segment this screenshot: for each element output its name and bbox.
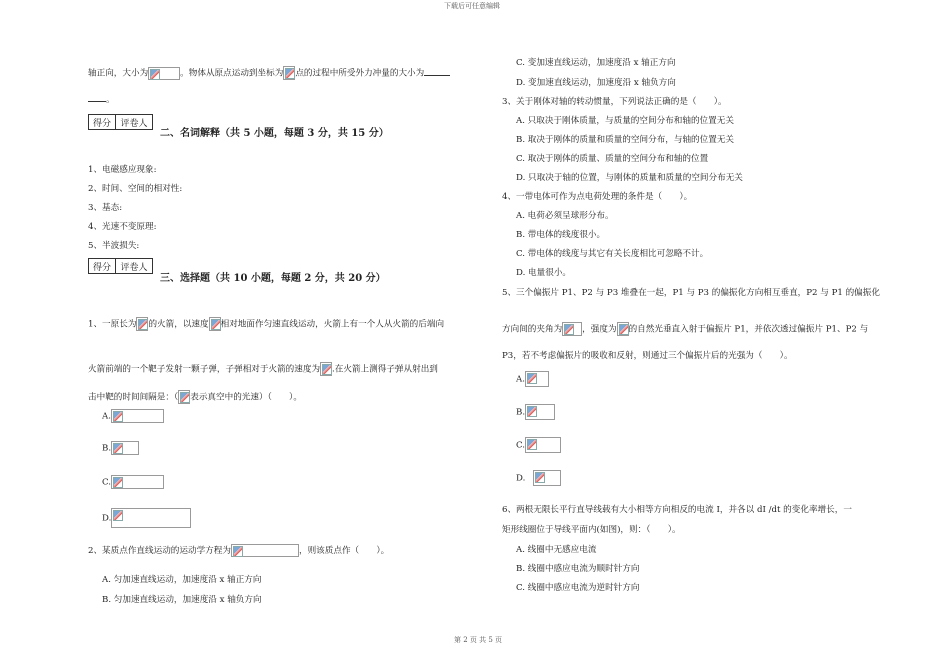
formula-image [562, 322, 582, 336]
term-item: 4、光速不变原理: [88, 222, 157, 232]
answer-blank [88, 101, 106, 102]
formula-image [136, 317, 148, 331]
section-3-title: 三、选择题（共 10 小题，每题 2 分，共 20 分） [160, 273, 386, 284]
q5-line-1: 5、三个偏振片 P1、P2 与 P3 堆叠在一起，P1 与 P3 的偏振化方向相互垂直，P2 与 P1 的偏振化 [502, 288, 880, 298]
q2-option-d: D. 变加速直线运动，加速度沿 x 轴负方向 [516, 78, 676, 88]
q2-stem: 2、某质点作直线运动的运动学方程为 ，则该质点作（ ）。 [88, 546, 390, 556]
q1-option-a: A. [102, 409, 164, 423]
reviewer-label: 评卷人 [120, 118, 148, 129]
option-image [111, 441, 139, 455]
score-label: 得分 [92, 118, 111, 129]
q1-line-3: 击中靶的时间间隔是：（ 表示真空中的光速）（ ）。 [88, 390, 302, 404]
formula-image [283, 66, 295, 80]
q5-line-3: P3，若不考虑偏振片的吸收和反射，则通过三个偏振片后的光强为（ ）。 [502, 351, 793, 361]
q3-option-c: C. 取决于刚体的质量、质量的空间分布和轴的位置 [516, 154, 709, 164]
q6-option-a: A. 线圈中无感应电流 [516, 545, 597, 555]
q6-option-b: B. 线圈中感应电流为顺时针方向 [516, 564, 640, 574]
term-item: 3、基态: [88, 203, 123, 213]
term-item: 2、时间、空间的相对性: [88, 184, 183, 194]
section-2-title: 二、名词解释（共 5 小题，每题 3 分，共 15 分） [160, 128, 389, 139]
q3-option-d: D. 只取决于轴的位置，与刚体的质量和质量的空间分布无关 [516, 173, 743, 183]
option-image [533, 470, 561, 486]
formula-image [617, 322, 629, 336]
q4-option-a: A. 电荷必须呈球形分布。 [516, 211, 614, 221]
q6-option-c: C. 线圈中感应电流为逆时针方向 [516, 583, 640, 593]
header-note: 下载后可任意编辑 [444, 2, 500, 10]
formula-image [209, 317, 221, 331]
q5-option-b: B. [516, 404, 555, 420]
intro-line-1: 轴正向，大小为 。物体从原点运动到坐标为 点的过程中所受外力冲量的大小为 [88, 66, 450, 80]
q5-option-a: A. [516, 371, 549, 387]
page-number: 第 2 页 共 5 页 [454, 636, 503, 644]
q3-stem: 3、关于刚体对轴的转动惯量，下列说法正确的是（ ）。 [502, 97, 727, 107]
intro-line-2: 。 [88, 96, 115, 105]
q2-option-c: C. 变加速直线运动，加速度沿 x 轴正方向 [516, 58, 676, 68]
q4-option-d: D. 电量很小。 [516, 268, 572, 278]
formula-image [178, 390, 190, 404]
q1-option-b: B. [102, 441, 139, 455]
q1-option-c: C. [102, 475, 164, 489]
q1-line-1: 1、一原长为 的火箭，以速度 相对地面作匀速直线运动，火箭上有一个人从火箭的后端向 [88, 317, 444, 331]
q6-line-1: 6、两根无限长平行直导线载有大小相等方向相反的电流 I，并各以 dI /dt 的变化率增长，一 [502, 505, 852, 515]
reviewer-label: 评卷人 [120, 262, 148, 273]
q2-option-a: A. 匀加速直线运动，加速度沿 x 轴正方向 [102, 575, 262, 585]
q1-option-d: D. [102, 508, 191, 528]
q6-line-2: 矩形线圈位于导线平面内(如图)，则：（ ）。 [502, 525, 681, 535]
option-image [111, 508, 191, 528]
q5-option-c: C. [516, 437, 561, 453]
score-box [88, 258, 153, 274]
q4-stem: 4、一带电体可作为点电荷处理的条件是（ ）。 [502, 192, 693, 202]
option-image [111, 475, 164, 489]
option-image [111, 409, 164, 423]
q5-line-2: 方向间的夹角为 ，强度为 的自然光垂直入射于偏振片 P1，并依次透过偏振片 P1、P2 与 [502, 322, 868, 336]
q4-option-b: B. 带电体的线度很小。 [516, 230, 606, 240]
score-label: 得分 [92, 262, 111, 273]
option-image [525, 371, 549, 387]
score-box [88, 114, 153, 130]
q1-line-2: 火箭前端的一个靶子发射一颗子弹，子弹相对于火箭的速度为 .在火箭上测得子弹从射出到 [88, 362, 438, 376]
answer-blank [424, 75, 450, 76]
q2-option-b: B. 匀加速直线运动，加速度沿 x 轴负方向 [102, 595, 262, 605]
q5-option-d: D. [516, 470, 561, 486]
formula-image [231, 544, 299, 557]
option-image [525, 404, 555, 420]
term-item: 5、半波损失: [88, 241, 140, 251]
option-image [525, 437, 561, 453]
q3-option-a: A. 只取决于刚体质量，与质量的空间分布和轴的位置无关 [516, 116, 734, 126]
q4-option-c: C. 带电体的线度与其它有关长度相比可忽略不计。 [516, 249, 709, 259]
term-item: 1、电磁感应现象: [88, 165, 157, 175]
formula-image [320, 362, 332, 376]
formula-image [148, 67, 180, 80]
q3-option-b: B. 取决于刚体的质量和质量的空间分布，与轴的位置无关 [516, 135, 735, 145]
